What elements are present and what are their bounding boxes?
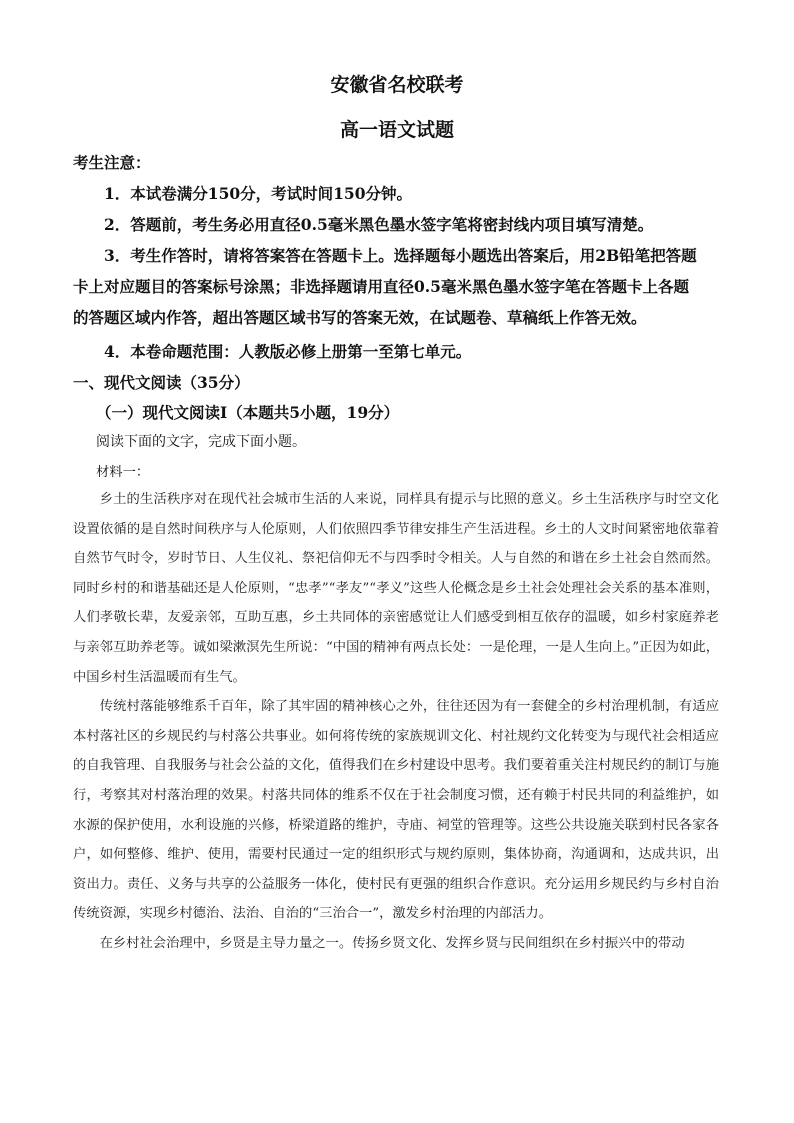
notice-heading: 考生注意：: [73, 153, 151, 172]
reading-instruction: 阅读下面的文字，完成下面小题。: [96, 434, 306, 450]
notice-item-2: 2．答题前，考生务必用直径0.5毫米黑色墨水签字笔将密封线内项目填写清楚。: [104, 215, 654, 234]
notice-item-3-cont-1: 卡上对应题目的答案标号涂黑；非选择题请用直径0.5毫米黑色墨水签字笔在答题卡上各题: [73, 277, 689, 296]
passage-paragraph-1: 乡土的生活秩序对在现代社会城市生活的人来说，同样具有提示与比照的意义。乡土生活秩序与时空文化设置依循的是自然时间秩序与人伦原则，人们依照四季节律安排生产生活进程。乡土的人文时间紧密地依靠着自然节气时令，岁时节日、人生仪礼、祭祀信仰无不与四季时令相关。人与自然的和谐在乡土社会自然而然。同时乡村的和谐基础还是人伦原则，“忠孝”“孝友”“孝义”这些人伦概念是乡土社会处理社会关系的基本准则，人们孝敬长辈，友爱亲邻，互助互惠，乡土共同体的亲密感觉让人们感受到相互依存的温暖，如乡村家庭养老与亲邻互助养老等。诚如梁漱溟先生所说：“中国的精神有两点长处：一是伦理，一是人生向上。”正因为如此，中国乡村生活温暖而有生气。: [73, 492, 719, 685]
passage-body: [73, 485, 719, 959]
section-subheading: （一）现代文阅读Ⅰ（本题共5小题，19分）: [96, 403, 400, 422]
notice-item-4: 4．本卷命题范围：人教版必修上册第一至第七单元。: [104, 342, 472, 361]
passage-paragraph-2: 传统村落能够维系千百年，除了其牢固的精神核心之外，往往还因为有一套健全的乡村治理机制，有适应本村落社区的乡规民约与村落公共事业。如何将传统的家族规训文化、村社规约文化转变为与现代社会相适应的自我管理、自我服务与社会公益的文化，值得我们在乡村建设中思考。我们要着重关注村规民约的制订与施行，考察其对村落治理的效果。村落共同体的维系不仅在于社会制度习惯，还有赖于村民共同的利益维护，如水源的保护使用，水利设施的兴修，桥梁道路的维护，寺庙、祠堂的管理等。这些公共设施关联到村民各家各户，如何整修、维护、使用，需要村民通过一定的组织形式与规约原则，集体协商，沟通调和，达成共识，出资出力。责任、义务与共享的公益服务一体化，使村民有更强的组织合作意识。充分运用乡规民约与乡村自治传统资源，实现乡村德治、法治、自治的“三治合一”，激发乡村治理的内部活力。: [73, 699, 719, 922]
notice-item-3: 3．考生作答时，请将答案答在答题卡上。选择题每小题选出答案后，用2B铅笔把答题: [104, 246, 697, 265]
exam-title: 安徽省名校联考: [330, 74, 464, 96]
notice-item-3-cont-2: 的答题区域内作答，超出答题区域书写的答案无效，在试题卷、草稿纸上作答无效。: [73, 308, 647, 327]
passage-paragraph-3: 在乡村社会治理中，乡贤是主导力量之一。传扬乡贤文化、发挥乡贤与民间组织在乡村振兴中的带动: [99, 935, 685, 951]
notice-item-1: 1．本试卷满分150分，考试时间150分钟。: [104, 184, 412, 203]
material-label: 材料一：: [96, 465, 150, 480]
exam-subtitle: 高一语文试题: [339, 119, 454, 141]
section-heading: 一、现代文阅读（35分）: [73, 373, 250, 392]
